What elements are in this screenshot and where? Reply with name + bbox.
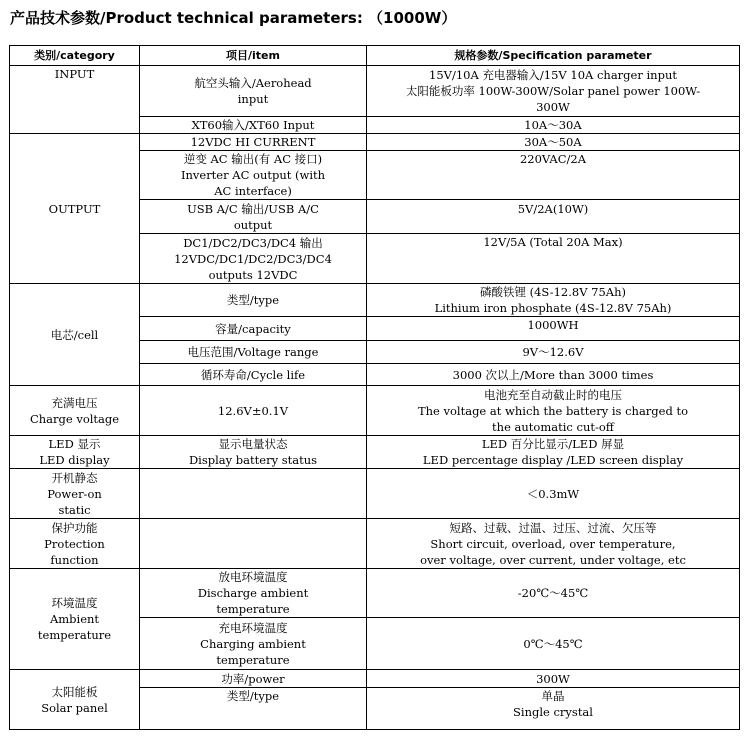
spec-protection: 短路、过载、过温、过压、过流、欠压等 Short circuit, overload, over temperature, over voltage, over current, under voltage, etc bbox=[367, 519, 740, 569]
item-protection bbox=[140, 519, 367, 569]
spec-type: 磷酸铁锂 (4S-12.8V 75Ah) Lithium iron phosphate (4S-12.8V 75Ah) bbox=[367, 284, 740, 317]
spec-aerohead: 15V/10A 充电器输入/15V 10A charger input 太阳能板功率 100W-300W/Solar panel power 100W- 300W bbox=[367, 66, 740, 117]
item-hi-current: 12VDC HI CURRENT bbox=[140, 134, 367, 151]
item-capacity: 容量/capacity bbox=[140, 317, 367, 341]
item-discharge-ambient: 放电环境温度 Discharge ambient temperature bbox=[140, 569, 367, 618]
spec-hi-current: 30A～50A bbox=[367, 134, 740, 151]
page-title: 产品技术参数/Product technical parameters: （1000W） bbox=[10, 9, 457, 27]
item-xt60: XT60输入/XT60 Input bbox=[140, 117, 367, 134]
spec-inverter: 220VAC/2A bbox=[367, 151, 740, 200]
category-solar-panel: 太阳能板 Solar panel bbox=[10, 670, 140, 730]
table-row bbox=[10, 519, 740, 569]
item-type: 类型/type bbox=[140, 284, 367, 317]
spec-voltage-range: 9V～12.6V bbox=[367, 341, 740, 364]
item-solar-power: 功率/power bbox=[140, 670, 367, 688]
table-row bbox=[10, 469, 740, 519]
item-voltage-range: 电压范围/Voltage range bbox=[140, 341, 367, 364]
spec-usb: 5V/2A(10W) bbox=[367, 200, 740, 234]
item-usb: USB A/C 输出/USB A/C output bbox=[140, 200, 367, 234]
category-charge-voltage: 充满电压 Charge voltage bbox=[10, 386, 140, 436]
item-cycle-life: 循环寿命/Cycle life bbox=[140, 364, 367, 386]
item-charging-ambient: 充电环境温度 Charging ambient temperature bbox=[140, 618, 367, 670]
table-row bbox=[10, 134, 740, 151]
category-ambient-temperature: 环境温度 Ambient temperature bbox=[10, 569, 140, 670]
spec-power-on-static: ＜0.3mW bbox=[367, 469, 740, 519]
category-input: INPUT bbox=[10, 66, 140, 134]
table-row bbox=[10, 670, 740, 688]
item-charge-voltage: 12.6V±0.1V bbox=[140, 386, 367, 436]
item-aerohead: 航空头输入/Aerohead input bbox=[140, 66, 367, 117]
spec-charge-voltage: 电池充至自动截止时的电压 The voltage at which the battery is charged to the automatic cut-off bbox=[367, 386, 740, 436]
table-row bbox=[10, 386, 740, 436]
spec-solar-power: 300W bbox=[367, 670, 740, 688]
spec-discharge-ambient: -20℃～45℃ bbox=[367, 569, 740, 618]
header-item: 项目/item bbox=[140, 46, 367, 66]
table-row bbox=[10, 284, 740, 317]
item-solar-type: 类型/type bbox=[140, 688, 367, 730]
item-led: 显示电量状态 Display battery status bbox=[140, 436, 367, 469]
spec-xt60: 10A～30A bbox=[367, 117, 740, 134]
table-row bbox=[10, 569, 740, 618]
table-row bbox=[10, 66, 740, 117]
category-protection: 保护功能 Protection function bbox=[10, 519, 140, 569]
category-output: OUTPUT bbox=[10, 134, 140, 284]
item-dc: DC1/DC2/DC3/DC4 输出 12VDC/DC1/DC2/DC3/DC4 outputs 12VDC bbox=[140, 234, 367, 284]
spec-charging-ambient: 0℃～45℃ bbox=[367, 618, 740, 670]
category-led: LED 显示 LED display bbox=[10, 436, 140, 469]
table-header-row bbox=[10, 46, 740, 66]
category-cell: 电芯/cell bbox=[10, 284, 140, 386]
spec-cycle-life: 3000 次以上/More than 3000 times bbox=[367, 364, 740, 386]
item-inverter: 逆变 AC 输出(有 AC 接口) Inverter AC output (with AC interface) bbox=[140, 151, 367, 200]
header-spec: 规格参数/Specification parameter bbox=[367, 46, 740, 66]
spec-capacity: 1000WH bbox=[367, 317, 740, 341]
item-power-on-static bbox=[140, 469, 367, 519]
spec-table bbox=[9, 45, 740, 730]
category-power-on-static: 开机静态 Power-on static bbox=[10, 469, 140, 519]
header-category: 类别/category bbox=[10, 46, 140, 66]
spec-solar-type: 单晶 Single crystal bbox=[367, 688, 740, 730]
table-row bbox=[10, 436, 740, 469]
spec-led: LED 百分比显示/LED 屏显 LED percentage display /LED screen display bbox=[367, 436, 740, 469]
spec-dc: 12V/5A (Total 20A Max) bbox=[367, 234, 740, 284]
